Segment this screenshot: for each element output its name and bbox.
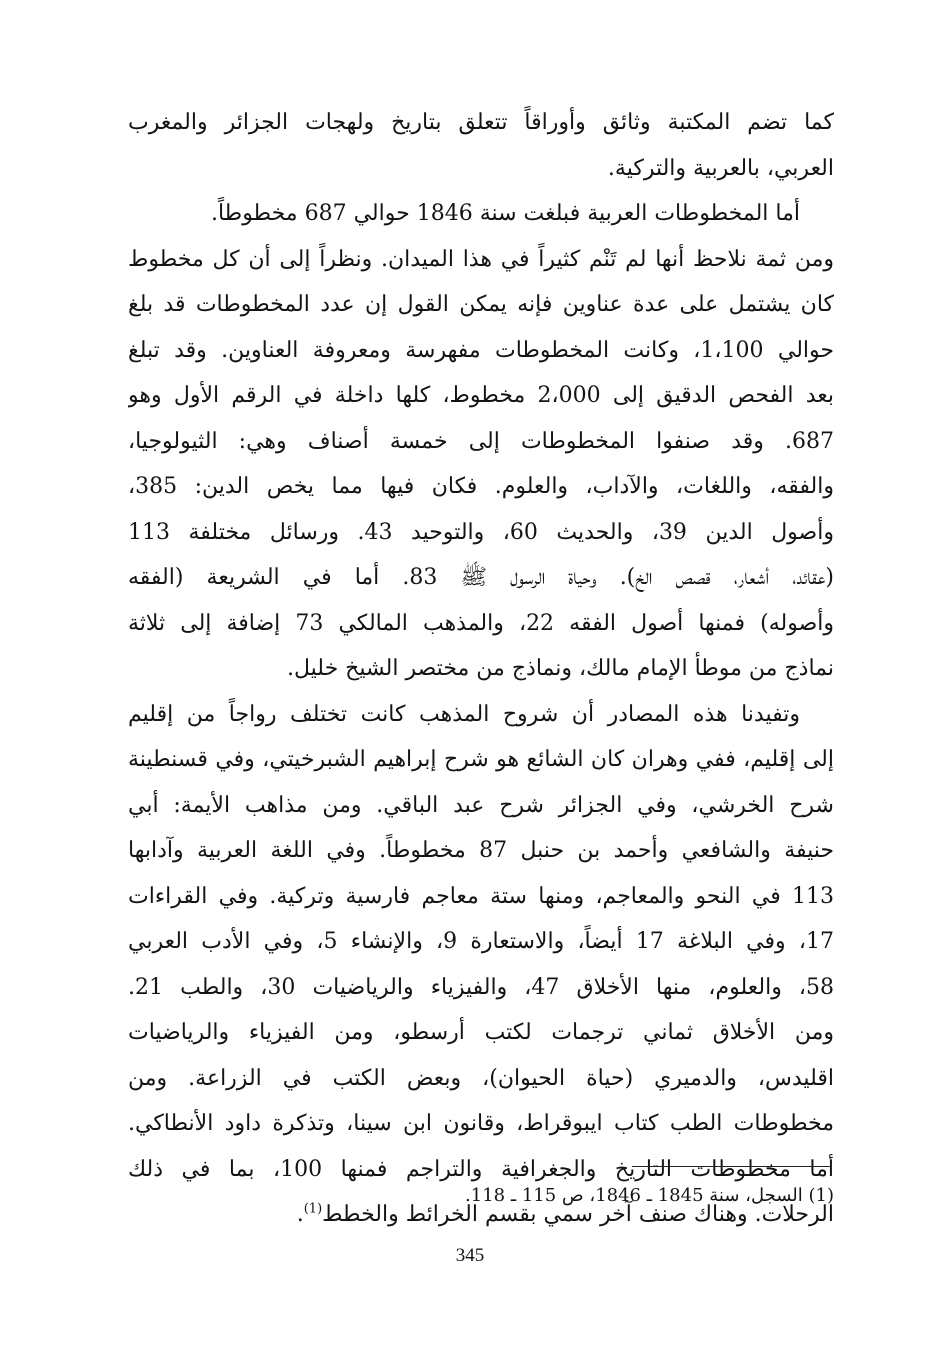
text-line: شرح الخرشي، وفي الجزائر شرح عبد الباقي. ومن مذاهب الأيمة: أبي	[128, 792, 834, 818]
text-line: حنيفة والشافعي وأحمد بن حنبل 87 مخطوطاً. وفي اللغة العربية وآدابها	[128, 838, 834, 863]
text-line: 17، وفي البلاغة 17 أيضاً، والاستعارة 9، والإنشاء 5، وفي الأدب العربي	[128, 929, 834, 954]
text-line: مخطوطات الطب كتاب ايبوقراط، وقانون ابن سينا، وتذكرة داود الأنطاكي.	[128, 1111, 834, 1136]
text-line: كان يشتمل على عدة عناوين فإنه يمكن القول إن عدد المخطوطات قد بلغ	[128, 292, 834, 317]
text-line: إلى إقليم، ففي وهران كان الشائع هو شرح إبراهيم الشبرخيتي، وفي قسنطينة	[128, 747, 834, 772]
text-line-content: الرحلات. وهناك صنف آخر سمي بقسم الخرائط والخطط	[322, 1202, 834, 1227]
text-line: نماذج من موطأ الإمام مالك، ونماذج من مختصر الشيخ خليل.	[287, 656, 834, 681]
text-line: 58، والعلوم، منها الأخلاق 47، والفيزياء والرياضيات 30، والطب 21.	[128, 974, 834, 1000]
text-line: وأصوله) فمنها أصول الفقه 22، والمذهب المالكي 73 إضافة إلى ثلاثة	[128, 610, 834, 636]
text-line: حوالي 1،100، وكانت المخطوطات مفهرسة ومعروفة العناوين. وقد تبلغ	[128, 337, 834, 363]
text-line: 113 في النحو والمعاجم، ومنها ستة معاجم فارسية وتركية. وفي القراءات	[128, 883, 834, 909]
text-line: والفقه، واللغات، والآداب، والعلوم. فكان فيها مما يخص الدين: 385،	[128, 474, 834, 499]
main-text	[128, 100, 834, 1238]
text-line: وأصول الدين 39، والحديث 60، والتوحيد 43. ورسائل مختلفة 113	[128, 519, 834, 545]
text-line: ومن ثمة نلاحظ أنها لم تَنْم كثيراً في هذا الميدان. ونظراً إلى أن كل مخطوط	[128, 246, 834, 272]
text-line: أما المخطوطات العربية فبلغت سنة 1846 حوالي 687 مخطوطاً.	[210, 201, 800, 226]
page-number: 345	[455, 1245, 485, 1266]
text-line: اقليدس، والدميري (حياة الحيوان)، وبعض الكتب في الزراعة. ومن	[128, 1065, 834, 1091]
footnote-divider	[632, 1166, 832, 1167]
footnote: (1) السجل، سنة 1845 ـ 1846، ص 115 ـ 118.	[465, 1185, 834, 1206]
text-line: (عقائد، أشعار، قصص الخ). وحياة الرسول ﷺ 83. أما في الشريعة (الفقه	[128, 565, 834, 590]
footnote-reference: (1)	[303, 1201, 323, 1217]
text-line: العربي، بالعربية والتركية.	[607, 155, 834, 181]
text-line: أما مخطوطات التاريخ والجغرافية والتراجم فمنها 100، بما في ذلك	[128, 1156, 834, 1182]
text-line: ومن الأخلاق ثماني ترجمات لكتب أرسطو، ومن الفيزياء والرياضيات	[128, 1020, 834, 1045]
text-line: 687. وقد صنفوا المخطوطات إلى خمسة أصناف وهي: الثيولوجيا،	[128, 428, 834, 454]
final-period: .	[296, 1202, 304, 1227]
text-line: بعد الفحص الدقيق إلى 2،000 مخطوط، كلها داخلة في الرقم الأول وهو	[128, 383, 834, 408]
text-line: كما تضم المكتبة وثائق وأوراقاً تتعلق بتاريخ ولهجات الجزائر والمغرب	[128, 110, 834, 135]
text-line: وتفيدنا هذه المصادر أن شروح المذهب كانت تختلف رواجاً من إقليم	[128, 701, 800, 727]
